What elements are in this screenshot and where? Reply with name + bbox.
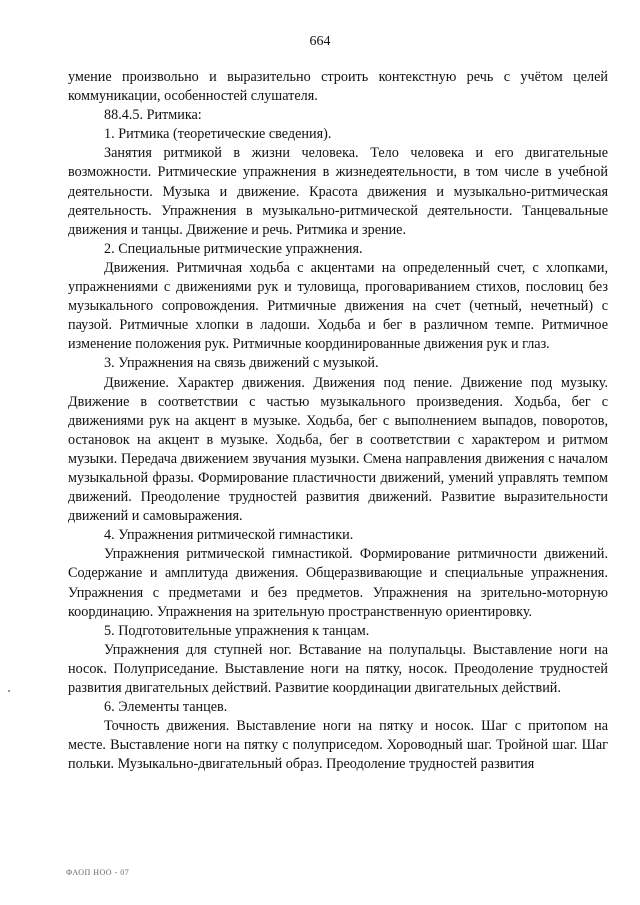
- section-heading: 88.4.5. Ритмика:: [104, 107, 202, 124]
- paragraph: Занятия ритмикой в жизни человека. Тело человека и его двигательные возможности. Ритмические упражнения в жизнедеятельности, в том числе в учебной деятельности. Музыка и движение. Красота движения и музыкально-ритмическая деятельность. Упражнения в музыкально-ритмической деятельности. Танцевальные движения и танцы. Движение и речь. Ритмика и зрение.: [68, 145, 608, 238]
- paragraph: Упражнения для ступней ног. Вставание на полупальцы. Выставление ноги на носок. Полуприседание. Выставление ноги на пятку, носок. Преодоление трудностей развития двигательных действий. Развитие координации двигательных действий.: [68, 641, 608, 696]
- subsection-heading: 6. Элементы танцев.: [104, 699, 228, 716]
- subsection-heading: 1. Ритмика (теоретические сведения).: [104, 126, 332, 143]
- paragraph: умение произвольно и выразительно строить контекстную речь с учётом целей коммуникации, особенностей слушателя.: [68, 69, 608, 105]
- subsection-heading: 3. Упражнения на связь движений с музыкой.: [104, 355, 379, 372]
- paragraph: Точность движения. Выставление ноги на пятку и носок. Шаг с притопом на месте. Выставление ноги на пятку с полуприседом. Хороводный шаг. Тройной шаг. Шаг польки. Музыкально-двигательный образ. Преодоление трудностей развития: [68, 718, 608, 773]
- page-footer: ФАОП НОО - 07: [66, 868, 130, 877]
- scan-artifact: [8, 690, 10, 692]
- page-number: 664: [309, 34, 331, 49]
- subsection-heading: 2. Специальные ритмические упражнения.: [104, 240, 363, 257]
- paragraph: Движения. Ритмичная ходьба с акцентами на определенный счет, с хлопками, упражнениями с движениями рук и туловища, проговариванием стихов, пословиц без музыкального сопровождения. Ритмичные движения на счет (четный, нечетный) с паузой. Ритмичные хлопки в ладоши. Ходьба и бег в различном темпе. Ритмичное изменение положения рук. Ритмичные координированные движения рук и глаз.: [68, 259, 608, 353]
- subsection-heading: 5. Подготовительные упражнения к танцам.: [104, 622, 370, 639]
- paragraph: Упражнения ритмической гимнастикой. Формирование ритмичности движений. Содержание и амплитуда движения. Общеразвивающие и специальные упражнения. Упражнения с предметами и без предметов. Упражнения на зрительно-моторную координацию. Упражнения на зрительную пространственную ориентировку.: [68, 546, 608, 620]
- document-body: [68, 68, 608, 774]
- subsection-heading: 4. Упражнения ритмической гимнастики.: [104, 527, 354, 544]
- paragraph: Движение. Характер движения. Движения под пение. Движение под музыку. Движение в соответствии с частью музыкального произведения. Ходьба, бег с движениями рук на акцент в музыке. Ходьба, бег с выполнением выпадов, поворотов, остановок на акцент в музыке. Ходьба, бег в соответствии с характером и ритмом музыки. Передача движением звучания музыки. Смена направления движения с началом музыкальной фразы. Формирование пластичности движений, умений управлять темпом движений. Преодоление трудностей развития движений. Развитие выразительности движений и самовыражения.: [68, 374, 608, 525]
